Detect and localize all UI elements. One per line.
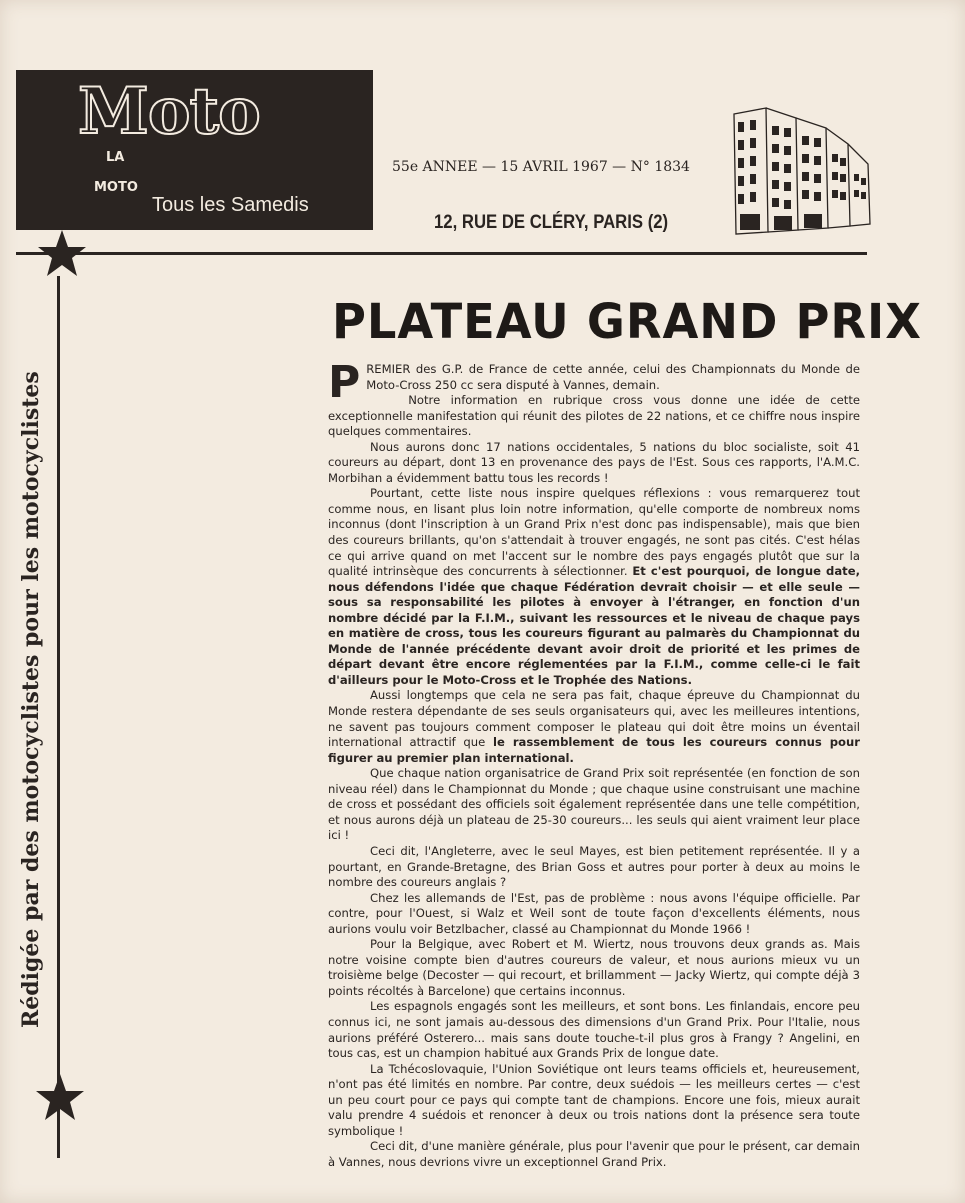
article-paragraph: PREMIER des G.P. de France de cette année, celui des Championnats du Monde de Moto-Cross 250 cc sera disputé à Vannes, demain. bbox=[328, 357, 860, 408]
issue-line: 55e ANNEE — 15 AVRIL 1967 — N° 1834 bbox=[392, 159, 690, 175]
star-icon bbox=[36, 228, 88, 280]
building-illustration bbox=[726, 104, 876, 236]
logo-moto-small: MOTO bbox=[94, 180, 138, 195]
emphasis-text: le rassemblement de tous les coureurs connus pour figurer au premier plan international. bbox=[328, 735, 860, 765]
address: 12, RUE DE CLÉRY, PARIS (2) bbox=[434, 212, 669, 233]
drop-cap: P bbox=[328, 357, 361, 408]
emphasis-text: Et c'est pourquoi, de longue date, nous défendons l'idée que chaque Fédération devrait choisir — et elle seule — sous sa responsabilité les pilotes à envoyer à l'étranger, en fonction d'un nombre décidé par la F.I.M., suivant les ressources et le niveau de chaque pays en matière de cross, tous les coureurs figurant au palmarès du Championnat du Monde de l'année précédente devant avoir droit de priorité et les primes de départ devant être encore réglementées par la F.I.M., comme celle-ci le fait d'ailleurs pour le Moto-Cross et le Trophée des Nations. bbox=[328, 564, 860, 687]
article-paragraph: Nous aurons donc 17 nations occidentales, 5 nations du bloc socialiste, soit 41 coureurs au départ, dont 13 en provenance des pays de l'Est. Sous ces rapports, l'A.M.C. Morbihan a évidemment battu tous les records ! bbox=[328, 439, 860, 485]
article-paragraph: Que chaque nation organisatrice de Grand Prix soit représentée (en fonction de son niveau réel) dans le Championnat du Monde ; que chaque usine construisant une machine de cross et possédant des officiels soit également représentée dans une telle compétition, et nous aurons déjà un plateau de 25-30 coureurs... les seuls qui aient vraiment leur place ici ! bbox=[328, 766, 860, 843]
article-paragraph: Ceci dit, l'Angleterre, avec le seul Mayes, est bien petitement représentée. Il y a pourtant, en Grande-Bretagne, des Brian Goss et autres pour porter à deux au moins le nombre des coureurs anglais ? bbox=[328, 843, 860, 890]
article-paragraph: Notre information en rubrique cross vous donne une idée de cette exceptionnelle manifestation qui réunit des pilotes de 22 nations, et ce chiffre nous inspire quelques commentaires. bbox=[328, 393, 860, 439]
masthead-logo-box bbox=[16, 70, 373, 230]
vertical-rule bbox=[57, 276, 60, 1158]
article-paragraph: Chez les allemands de l'Est, pas de problème : nous avons l'équipe officielle. Par contre, pour l'Ouest, si Walz et Weil sont de toute façon d'excellents éléments, nous aurions voulu voir Betzlbacher, classé au Championnat du Monde 1966 ! bbox=[328, 890, 860, 936]
article-headline: PLATEAU GRAND PRIX bbox=[332, 294, 922, 350]
article-paragraph: Aussi longtemps que cela ne sera pas fait, chaque épreuve du Championnat du Monde restera dépendante de ses seuls organisateurs qui, avec les meilleures intentions, ne savent pas toujours comment composer le plateau qui doit être moins un éventail international attractif que le rassemblement de tous les coureurs connus pour figurer au premier plan international. bbox=[328, 688, 860, 765]
star-icon bbox=[34, 1072, 86, 1124]
article-body bbox=[328, 357, 860, 1170]
article-paragraph: Ceci dit, d'une manière générale, plus pour l'avenir que pour le présent, car demain à Vannes, nous devrions vivre un exceptionnel Grand Prix. bbox=[328, 1139, 860, 1169]
article-paragraph: La Tchécoslovaquie, l'Union Soviétique ont leurs teams officiels et, heureusement, n'ont pas été limités en nombre. Par contre, deux suédois — les meilleurs certes — c'est un peu court pour ce pays qui compte tant de champions. Encore une fois, mieux aurait valu prendre 4 suédois et renoncer à deux ou trois nations dont la présence sera toute symbolique ! bbox=[328, 1061, 860, 1138]
masthead-tagline: Tous les Samedis bbox=[152, 194, 309, 216]
article-paragraph: Les espagnols engagés sont les meilleurs, et sont bons. Les finlandais, encore peu connus ici, ne sont jamais au-dessous des dimensions d'un Grand Prix. Pour l'Italie, nous aurions préféré Osterero... mais sans doute touche-t-il plus gros à Frangy ? Angelini, en tous cas, est un champion habitué aux Grands Prix de longue date. bbox=[328, 999, 860, 1061]
logo-la: LA bbox=[106, 150, 125, 165]
side-slogan: Rédigée par des motocyclistes pour les motocyclistes bbox=[18, 371, 44, 1028]
horizontal-rule bbox=[16, 252, 867, 255]
article-paragraph: Pourtant, cette liste nous inspire quelques réflexions : vous remarquerez tout comme nous, en lisant plus loin notre information, qu'elle comporte de nombreux noms inconnus (dont l'inscription à un Grand Prix n'est donc pas indispensable), mais que bien des coureurs brillants, qu'on s'attendait à trouver engagés, ne sont pas cités. C'est hélas ce qui arrive quand on met l'accent sur le nombre des pays engagés plutôt que sur la qualité intrinsèque des concurrents à sélectionner. Et c'est pourquoi, de longue date, nous défendons l'idée que chaque Fédération devrait choisir — et elle seule — sous sa responsabilité les pilotes à envoyer à l'étranger, en fonction d'un nombre décidé par la F.I.M., suivant les ressources et le niveau de chaque pays en matière de cross, tous les coureurs figurant au palmarès du Championnat du Monde de l'année précédente devant avoir droit de priorité et les primes de départ devant être encore réglementées par la F.I.M., comme celle-ci le fait d'ailleurs pour le Moto-Cross et le Trophée des Nations. bbox=[328, 486, 860, 687]
logo-moto-word: Moto bbox=[78, 74, 260, 149]
article-paragraph: Pour la Belgique, avec Robert et M. Wiertz, nous trouvons deux grands as. Mais notre voisine compte bien d'autres coureurs de valeur, et nous aurions mieux vu un troisième belge (Decoster — qui recourt, et brillamment — Jacky Wiertz, qui compte déjà 3 points récoltés à Barcelone) que certains inconnus. bbox=[328, 937, 860, 998]
